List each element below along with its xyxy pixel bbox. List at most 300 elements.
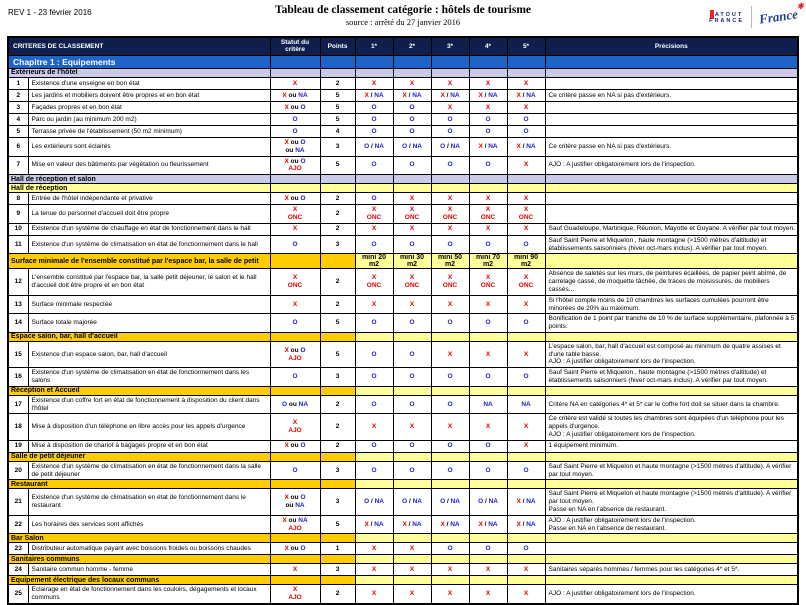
star-cell-5: O [507,543,545,555]
star-cell-3: X [431,564,469,576]
statut-cell: X [270,77,320,89]
chapter-label-cell: Chapitre 1 : Equipements [8,55,270,68]
section-label-cell: Bar Salon [8,534,270,543]
criterion-label-cell: Mise en valeur des bâtiments par végétation ou fleurissement [28,156,270,175]
section-statut-cell [270,555,320,564]
criterion-row [8,314,798,333]
star-cell-1: O [355,235,393,254]
points-cell: 2 [320,193,355,205]
section-row [8,534,798,543]
criterion-label-cell: Existence d'un système de climatisation en état de fonctionnement dans la salle de petit déjeuner [28,461,270,480]
section-statut-cell [270,534,320,543]
criterion-number-cell: 22 [8,515,28,534]
section-star-cell-5 [507,175,545,184]
section-star-cell-2 [393,534,431,543]
star-cell-1: X [355,585,393,604]
statut-cell: X [270,295,320,314]
section-star-cell-5 [507,332,545,341]
statut-cell: O [270,235,320,254]
precision-cell: Critère NA en catégories 4* et 5* car le coffre fort doit se situer dans la chambre. [545,395,798,414]
criterion-row [8,585,798,604]
section-row [8,175,798,184]
section-points-cell [320,184,355,193]
criterion-number-cell: 4 [8,113,28,125]
star-cell-2: X ONC [393,205,431,224]
star-cell-1: X [355,564,393,576]
star-cell-1: O [355,341,393,367]
criterion-number-cell: 23 [8,543,28,555]
star-cell-3: O [431,125,469,137]
section-points-cell [320,386,355,395]
section-statut-cell [270,184,320,193]
star-cell-2: O / NA [393,489,431,515]
chapter-empty-cell [320,55,355,68]
points-cell: 3 [320,564,355,576]
title-block [178,4,628,27]
star-cell-3: X [431,101,469,113]
star-cell-5: X ONC [507,269,545,295]
precision-cell: L'espace salon, bar, hall d'accueil est composé au minimum de quatre assises et d'une table basse. AJO : A justifier obligatoirement lors de l'inspection. [545,341,798,367]
section-star-cell-3: mini 50 m2 [431,254,469,269]
section-star-cell-2 [393,184,431,193]
criterion-label-cell: Existence d'un système de climatisation en état de fonctionnement dans le hall [28,235,270,254]
criterion-number-cell: 15 [8,341,28,367]
section-star-cell-4 [469,68,507,77]
precision-cell: Si l'hôtel compte moins de 10 chambres les surfaces cumulées pourront être minorées de 20% au maximum. [545,295,798,314]
section-precision-cell [545,452,798,461]
section-star-cell-4 [469,534,507,543]
statut-cell: O [270,368,320,387]
section-star-cell-1 [355,534,393,543]
star-cell-5: X [507,341,545,367]
statut-cell: X ou O [270,543,320,555]
criterion-number-cell: 2 [8,89,28,101]
precision-cell: Absence de saletés sur les murs, de peintures écaillées, de papier peint abîmé, de carrelage cassé, de moquette tâchée, de traces de moisissures, de mobiliers cassés... [545,269,798,295]
section-points-cell [320,175,355,184]
points-cell: 5 [320,89,355,101]
section-star-cell-3 [431,386,469,395]
star-cell-4: NA [469,395,507,414]
criterion-label-cell: Les jardins et mobiliers doivent être propres et en bon état [28,89,270,101]
page-title: Tableau de classement catégorie : hôtels de tourisme [274,4,532,16]
star-cell-2: O [393,395,431,414]
star-cell-2: X / NA [393,89,431,101]
star-cell-2: O [393,113,431,125]
section-precision-cell [545,332,798,341]
star-cell-1: O [355,440,393,452]
star-cell-5: O [507,125,545,137]
star-cell-4: X [469,564,507,576]
precision-cell [545,113,798,125]
section-row [8,452,798,461]
criterion-number-cell: 17 [8,395,28,414]
precision-cell: Sauf Saint Pierre et Miquelon , haute montagne (>1500 mètres d'altitude) et établissements saisonniers (hiver oct-mars inclus). A vérifier par tout moyen. [545,235,798,254]
points-cell: 1 [320,543,355,555]
chapter-empty-cell [545,55,798,68]
star-cell-4: X [469,341,507,367]
section-precision-cell [545,175,798,184]
section-statut-cell [270,386,320,395]
criterion-label-cell: Sanitaire commun homme - femme [28,564,270,576]
star-cell-1: X [355,295,393,314]
star-cell-3: O [431,156,469,175]
criterion-row [8,295,798,314]
star-cell-2: X [393,223,431,235]
section-row [8,184,798,193]
star-cell-1: O [355,395,393,414]
atout-france-logo: ATOUT FRANCE [709,11,744,24]
chapter-empty-cell [355,55,393,68]
header-points: Points [320,37,355,55]
section-statut-cell [270,68,320,77]
header-star-3: 3* [431,37,469,55]
star-cell-1: O [355,125,393,137]
criterion-label-cell: Mise à disposition d'un téléphone en libre accès pour les appels d'urgence [28,414,270,440]
points-cell: 2 [320,414,355,440]
section-label-cell: Réception et Accueil [8,386,270,395]
star-cell-4: X [469,295,507,314]
star-cell-2: O / NA [393,137,431,156]
precision-cell: AJO : A justifier obligatoirement lors de l'inspection. [545,156,798,175]
section-star-cell-5 [507,452,545,461]
statut-cell: X ou O AJO [270,156,320,175]
criterion-label-cell: Eclairage en état de fonctionnement dans les couloirs, dégagements et locaux communs [28,585,270,604]
precision-cell [545,125,798,137]
criterion-row [8,489,798,515]
section-star-cell-4 [469,480,507,489]
statut-cell: X ONC [270,205,320,224]
star-cell-4: X / NA [469,89,507,101]
star-cell-2: X [393,414,431,440]
star-cell-4: X [469,77,507,89]
criterion-number-cell: 20 [8,461,28,480]
star-cell-3: O [431,395,469,414]
section-statut-cell [270,480,320,489]
star-cell-2: O [393,125,431,137]
criterion-number-cell: 16 [8,368,28,387]
precision-cell: AJO : A justifier obligatoirement lors de l'inspection. Passe en NA en l'absence de restaurant. [545,515,798,534]
criterion-row [8,156,798,175]
points-cell: 3 [320,137,355,156]
precision-cell: Sauf Saint Pierre et Miquelon , haute montagne (>1500 mètres d'altitude) et établissements saisonniers (hiver oct-mars inclus). A vérifier par tout moyen. [545,368,798,387]
section-label-cell: Equipement électrique des locaux communs [8,576,270,585]
star-cell-5: X [507,440,545,452]
criterion-label-cell: Existence d'un espace salon, bar, hall d'accueil [28,341,270,367]
criterion-row [8,395,798,414]
section-points-cell [320,452,355,461]
star-cell-3: O / NA [431,489,469,515]
statut-cell: O ou NA [270,395,320,414]
star-cell-1: X [355,77,393,89]
criterion-row [8,414,798,440]
star-cell-2: O [393,461,431,480]
criterion-row [8,77,798,89]
document-source: source : arrêté du 27 janvier 2016 [345,17,461,27]
criterion-row [8,235,798,254]
section-star-cell-1 [355,68,393,77]
statut-cell: X ou O AJO [270,341,320,367]
star-cell-3: X [431,414,469,440]
section-star-cell-4 [469,386,507,395]
section-star-cell-5: mini 90 m2 [507,254,545,269]
section-points-cell [320,254,355,269]
section-star-cell-3 [431,68,469,77]
section-star-cell-4 [469,175,507,184]
section-points-cell [320,555,355,564]
star-cell-3: O [431,113,469,125]
criterion-label-cell: Existence d'un coffre fort en état de fonctionnement à disposition du client dans l'hôtel [28,395,270,414]
section-statut-cell [270,254,320,269]
section-star-cell-5 [507,534,545,543]
section-points-cell [320,480,355,489]
points-cell: 2 [320,585,355,604]
criterion-row [8,101,798,113]
precision-cell: Ce critère passe en NA si pas d'extérieurs. [545,89,798,101]
section-star-cell-3 [431,184,469,193]
section-points-cell [320,68,355,77]
precision-cell [545,101,798,113]
star-cell-3: X / NA [431,515,469,534]
points-cell: 2 [320,295,355,314]
points-cell: 5 [320,101,355,113]
france-logo: France ✱ [758,1,805,27]
section-label-cell: Hall de réception [8,184,270,193]
section-statut-cell [270,452,320,461]
star-cell-3: O / NA [431,137,469,156]
star-cell-3: X ONC [431,205,469,224]
star-cell-4: X [469,223,507,235]
star-cell-5: X [507,414,545,440]
star-cell-3: O [431,461,469,480]
section-star-cell-2 [393,68,431,77]
precision-cell: Sauf Saint Pierre et Miquelon et haute montagne (>1500 mètres d'altitude). A vérifier par tout moyen. Passe en NA en l'absence de restaurant. [545,489,798,515]
criterion-row [8,205,798,224]
statut-cell: X AJO [270,414,320,440]
star-cell-4: O [469,125,507,137]
criterion-number-cell: 9 [8,205,28,224]
chapter-empty-cell [431,55,469,68]
section-label-cell: Espace salon, bar, hall d'accueil [8,332,270,341]
header-star-1: 1* [355,37,393,55]
section-star-cell-3 [431,332,469,341]
criterion-number-cell: 8 [8,193,28,205]
points-cell: 5 [320,113,355,125]
star-cell-1: O [355,368,393,387]
section-star-cell-5 [507,576,545,585]
section-star-cell-5 [507,555,545,564]
points-cell: 2 [320,205,355,224]
points-cell: 3 [320,461,355,480]
section-label-cell: Sanitaires communs [8,555,270,564]
header-star-2: 2* [393,37,431,55]
points-cell: 4 [320,125,355,137]
star-cell-4: O [469,543,507,555]
criterion-number-cell: 24 [8,564,28,576]
points-cell: 2 [320,223,355,235]
star-cell-4: O / NA [469,489,507,515]
star-cell-5: X / NA [507,89,545,101]
star-cell-3: X / NA [431,89,469,101]
star-cell-4: X / NA [469,515,507,534]
section-star-cell-4 [469,576,507,585]
criterion-number-cell: 14 [8,314,28,333]
precision-cell: Sauf Saint Pierre et Miquelon et haute montagne (>1500 mètres d'altitude). A vérifier par tout moyen. [545,461,798,480]
section-star-cell-1 [355,386,393,395]
star-cell-2: X [393,193,431,205]
section-star-cell-5 [507,386,545,395]
criterion-label-cell: Existence d'une enseigne en bon état [28,77,270,89]
star-cell-5: X [507,193,545,205]
criterion-number-cell: 21 [8,489,28,515]
section-star-cell-2 [393,332,431,341]
section-star-cell-1 [355,175,393,184]
statut-cell: X ou NA AJO [270,515,320,534]
star-cell-1: X [355,414,393,440]
criterion-number-cell: 7 [8,156,28,175]
star-cell-4: O [469,113,507,125]
criterion-number-cell: 11 [8,235,28,254]
star-cell-2: X [393,295,431,314]
points-cell: 5 [320,341,355,367]
star-cell-1: X ONC [355,269,393,295]
star-cell-2: O [393,101,431,113]
star-cell-3: X [431,77,469,89]
criterion-label-cell: Distributeur automatique payant avec boissons froides ou boissons chaudes [28,543,270,555]
statut-cell: O [270,461,320,480]
header-statut: Statut du critère [270,37,320,55]
statut-cell: X ONC [270,269,320,295]
star-cell-1: O [355,101,393,113]
logo-divider [751,6,752,28]
points-cell: 2 [320,440,355,452]
criterion-number-cell: 10 [8,223,28,235]
criterion-row [8,137,798,156]
section-star-cell-2: mini 30 m2 [393,254,431,269]
statut-cell: X [270,564,320,576]
section-star-cell-2 [393,555,431,564]
criterion-row [8,440,798,452]
star-cell-2: X [393,585,431,604]
star-cell-4: X ONC [469,269,507,295]
star-cell-5: O [507,113,545,125]
criterion-row [8,193,798,205]
star-cell-1: X / NA [355,89,393,101]
precision-cell: Ce critère passe en NA si pas d'extérieurs. [545,137,798,156]
chapter-empty-cell [270,55,320,68]
precision-cell [545,193,798,205]
section-star-cell-1 [355,332,393,341]
criterion-label-cell: L'ensemble constitué par l'espace bar, la salle petit déjeuner, le salon et le hall d'accueil doit être propre et en bon état [28,269,270,295]
star-cell-5: O [507,368,545,387]
star-cell-1: O [355,113,393,125]
star-cell-5: O [507,314,545,333]
header-star-5: 5* [507,37,545,55]
section-points-cell [320,576,355,585]
star-cell-2: O [393,341,431,367]
criterion-label-cell: Mise à disposition de chariot à bagages propre et en bon état [28,440,270,452]
precision-cell [545,77,798,89]
section-precision-cell [545,68,798,77]
criterion-number-cell: 1 [8,77,28,89]
section-precision-cell [545,184,798,193]
star-cell-3: X [431,585,469,604]
statut-cell: X ou O [270,440,320,452]
star-cell-5: X [507,101,545,113]
star-cell-4: O [469,314,507,333]
section-star-cell-3 [431,576,469,585]
logo-area [628,1,805,28]
points-cell: 5 [320,314,355,333]
section-row [8,254,798,269]
section-star-cell-5 [507,68,545,77]
section-precision-cell [545,254,798,269]
star-cell-1: O / NA [355,137,393,156]
section-star-cell-2 [393,576,431,585]
star-cell-5: X / NA [507,489,545,515]
star-cell-3: X [431,223,469,235]
star-cell-3: X [431,295,469,314]
star-cell-1: O / NA [355,489,393,515]
star-cell-3: O [431,543,469,555]
star-cell-5: X / NA [507,137,545,156]
statut-cell: X ou O ou NA [270,489,320,515]
table-header-row [8,37,798,55]
star-cell-3: X [431,193,469,205]
star-cell-5: O [507,235,545,254]
section-star-cell-2 [393,480,431,489]
criterion-number-cell: 3 [8,101,28,113]
header-criteria: CRITERES DE CLASSEMENT [8,37,270,55]
statut-cell: O [270,314,320,333]
star-cell-5: X [507,585,545,604]
star-cell-4: X [469,414,507,440]
section-precision-cell [545,480,798,489]
criterion-number-cell: 6 [8,137,28,156]
section-star-cell-2 [393,175,431,184]
star-cell-1: O [355,193,393,205]
criterion-row [8,113,798,125]
criterion-row [8,368,798,387]
section-precision-cell [545,555,798,564]
precision-cell [545,543,798,555]
star-cell-5: X [507,77,545,89]
section-row [8,386,798,395]
star-cell-1: X [355,543,393,555]
section-points-cell [320,332,355,341]
criterion-label-cell: La tenue du personnel d'accueil doit être propre [28,205,270,224]
section-precision-cell [545,576,798,585]
precision-cell: AJO : A justifier obligatoirement lors de l'inspection. [545,585,798,604]
section-star-cell-4 [469,332,507,341]
top-bar [0,0,806,36]
criterion-row [8,89,798,101]
section-star-cell-5 [507,184,545,193]
criterion-label-cell: Surface totale majorée [28,314,270,333]
criterion-row [8,461,798,480]
france-star-icon: ✱ [796,1,805,12]
section-star-cell-3 [431,534,469,543]
star-cell-5: O [507,461,545,480]
star-cell-1: X [355,223,393,235]
star-cell-4: X / NA [469,137,507,156]
chapter-empty-cell [393,55,431,68]
criterion-label-cell: Façades propres et en bon état [28,101,270,113]
star-cell-2: O [393,440,431,452]
section-precision-cell [545,386,798,395]
criterion-row [8,341,798,367]
section-star-cell-3 [431,480,469,489]
revision-label: REV 1 - 23 février 2016 [8,8,92,17]
